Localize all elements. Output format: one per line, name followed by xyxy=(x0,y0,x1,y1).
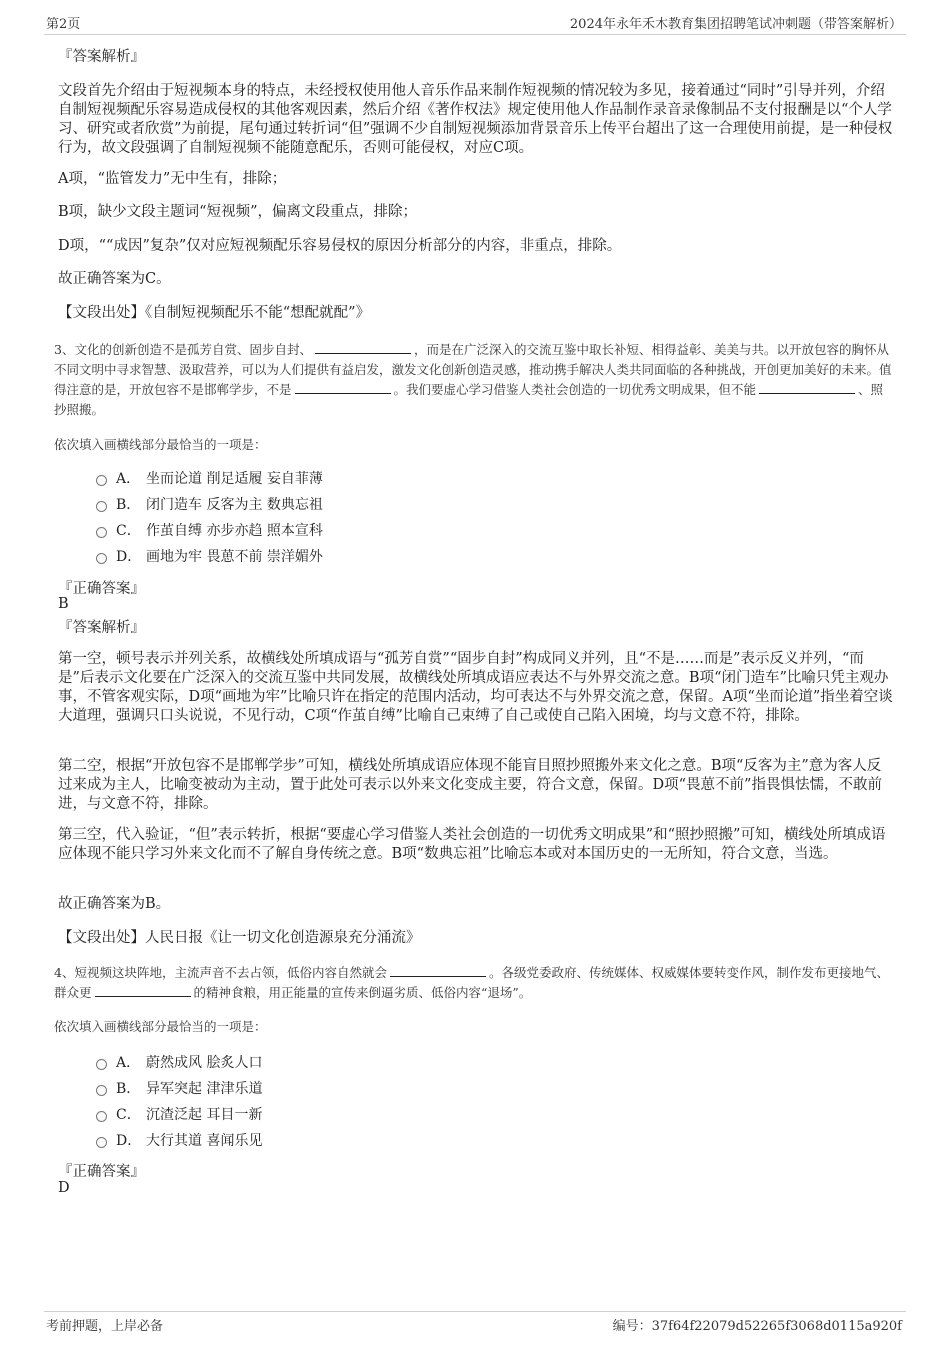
q3-stem-part: 3、文化的创新创造不是孤芳自赏、固步自封、 xyxy=(54,342,312,357)
q3-option-c[interactable] xyxy=(96,522,323,540)
q3-answer-label: 『正确答案』 xyxy=(58,581,145,597)
q4-stem-part: 4、短视频这块阵地，主流声音不去占领，低俗内容自然就会 xyxy=(54,965,387,980)
q2-answer-statement: 故正确答案为C。 xyxy=(58,271,171,287)
option-text: 作茧自缚 亦步亦趋 照本宣科 xyxy=(146,523,323,539)
q4-prompt: 依次填入画横线部分最恰当的一项是： xyxy=(54,1019,267,1034)
q2-analysis-p3: B项，缺少文段主题词“短视频”，偏离文段重点，排除； xyxy=(58,204,417,220)
q4-option-d[interactable] xyxy=(96,1132,262,1150)
q3-source: 【文段出处】人民日报《让一切文化创造源泉充分涌流》 xyxy=(58,930,421,946)
option-text: 蔚然成风 脍炙人口 xyxy=(146,1055,263,1071)
radio-icon[interactable] xyxy=(96,475,107,486)
q4-answer: D xyxy=(58,1180,70,1196)
option-letter: C． xyxy=(116,523,141,539)
q3-option-b[interactable] xyxy=(96,496,323,514)
q3-stem xyxy=(54,340,894,420)
q3-stem-part: 、照抄照搬。 xyxy=(54,382,884,417)
q2-analysis-p1: 文段首先介绍由于短视频本身的特点，未经授权使用他人音乐作品来制作短视频的情况较为多见，接着通过“同时”引导并列，介绍自制短视频配乐容易造成侵权的其他客观因素，然后介绍《著作权法》规定使用他人作品制作录音录像制品不支付报酬是以“个人学习、研究或者欣赏”为前提，尾句通过转折词“但”强调不少自制短视频添加背景音乐上传平台超出了这一合理使用前提，是一种侵权行为，故文段强调了自制短视频不能随意配乐，否则可能侵权，对应C项。 xyxy=(58,83,893,156)
q3-analysis-p3: 第三空，代入验证，“但”表示转折，根据“要虚心学习借鉴人类社会创造的一切优秀文明成果”和“照抄照搬”可知，横线处所填成语应体现不能只学习外来文化而不了解自身传统之意。B项“数典忘祖”比喻忘本或对本国历史的一无所知，符合文意，当选。 xyxy=(58,827,886,862)
q2-analysis-label: 『答案解析』 xyxy=(58,49,145,65)
page-footer xyxy=(44,1311,906,1334)
q4-option-b[interactable] xyxy=(96,1080,262,1098)
radio-icon[interactable] xyxy=(96,501,107,512)
radio-icon[interactable] xyxy=(96,1137,107,1148)
q3-analysis-label: 『答案解析』 xyxy=(58,620,145,636)
radio-icon[interactable] xyxy=(96,527,107,538)
q3-option-a[interactable] xyxy=(96,470,323,488)
q4-stem-part: 。各级党委政府、传统媒体、权威媒体要转变作风，制作发布更接地气、群众更 xyxy=(54,965,889,1000)
option-text: 画地为牢 畏葸不前 崇洋媚外 xyxy=(146,549,323,565)
q4-blank-2 xyxy=(95,984,191,997)
q2-analysis-p4: D项，““成因”复杂”仅对应短视频配乐容易侵权的原因分析部分的内容，非重点，排除。 xyxy=(58,238,622,254)
document-title: 2024年永年禾木教育集团招聘笔试冲刺题（带答案解析） xyxy=(569,17,902,32)
q3-analysis-p2: 第二空，根据“开放包容不是邯郸学步”可知，横线处所填成语应体现不能盲目照抄照搬外来文化之意。B项“反客为主”意为客人反过来成为主人，比喻变被动为主动，置于此处可表示以外来文化变成主要，符合文意，保留。D项“畏葸不前”指畏惧怯懦，不敢前进，与文意不符，排除。 xyxy=(58,758,882,812)
q3-blank-2 xyxy=(295,381,391,394)
q3-stem-part: 。我们要虚心学习借鉴人类社会创造的一切优秀文明成果，但不能 xyxy=(393,382,757,397)
option-text: 沉渣泛起 耳目一新 xyxy=(146,1107,263,1123)
option-text: 异军突起 津津乐道 xyxy=(146,1081,263,1097)
q2-source: 【文段出处】《自制短视频配乐不能“想配就配”》 xyxy=(58,305,371,321)
option-letter: A． xyxy=(116,471,141,487)
option-text: 闭门造车 反客为主 数典忘祖 xyxy=(146,497,323,513)
q2-analysis-p2: A项，“监管发力”无中生有，排除； xyxy=(58,171,287,187)
q3-prompt: 依次填入画横线部分最恰当的一项是： xyxy=(54,437,267,452)
q3-analysis-p1: 第一空，顿号表示并列关系，故横线处所填成语与“孤芳自赏”“固步自封”构成同义并列，且“不是……而是”表示反义并列，“而是”后表示文化要在广泛深入的交流互鉴中共同发展，故横线处所填成语应表达不与外界交流之意。B项“闭门造车”比喻只凭主观办事，不管客观实际，D项“画地为牢”比喻只许在指定的范围内活动，均可表达不与外界交流之意，保留。A项“坐而论道”指坐着空谈大道理，强调只口头说说，不见行动，C项“作茧自缚”比喻自己束缚了自己或使自己陷入困境，均与文意不符，排除。 xyxy=(58,651,893,724)
radio-icon[interactable] xyxy=(96,1059,107,1070)
q3-answer: B xyxy=(58,596,69,612)
q3-stem-part: ，而是在广泛深入的交流互鉴中取长补短、相得益彰、美美与共。以开放包容的胸怀从不同文明中寻求智慧、汲取营养，可以为人们提供有益启发，激发文化创新创造灵感，推动携手解决人类共同面临的各种挑战，开创更加美好的未来。值得注意的是，开放包容不是邯郸学步，不是 xyxy=(54,342,892,397)
q3-option-d[interactable] xyxy=(96,548,323,566)
page-header xyxy=(44,12,906,35)
option-letter: D． xyxy=(116,549,142,565)
q3-blank-3 xyxy=(759,381,855,394)
q4-stem-part: 的精神食粮，用正能量的宣传来倒逼劣质、低俗内容“退场”。 xyxy=(193,985,532,1000)
page-number: 第2页 xyxy=(46,17,81,32)
option-letter: B． xyxy=(116,497,141,513)
footer-slogan: 考前押题，上岸必备 xyxy=(46,1319,164,1334)
option-letter: D． xyxy=(116,1133,142,1149)
radio-icon[interactable] xyxy=(96,1085,107,1096)
radio-icon[interactable] xyxy=(96,1111,107,1122)
q3-blank-1 xyxy=(315,341,411,354)
q3-answer-statement: 故正确答案为B。 xyxy=(58,896,171,912)
radio-icon[interactable] xyxy=(96,553,107,564)
q4-option-c[interactable] xyxy=(96,1106,262,1124)
q4-option-a[interactable] xyxy=(96,1054,262,1072)
option-text: 坐而论道 削足适履 妄自菲薄 xyxy=(146,471,323,487)
option-letter: C． xyxy=(116,1107,141,1123)
option-letter: A． xyxy=(116,1055,141,1071)
q4-blank-1 xyxy=(390,964,486,977)
q4-stem xyxy=(54,963,894,1003)
document-id: 编号：37f64f22079d52265f3068d0115a920f xyxy=(612,1319,902,1334)
option-letter: B． xyxy=(116,1081,141,1097)
q4-answer-label: 『正确答案』 xyxy=(58,1164,145,1180)
option-text: 大行其道 喜闻乐见 xyxy=(146,1133,263,1149)
